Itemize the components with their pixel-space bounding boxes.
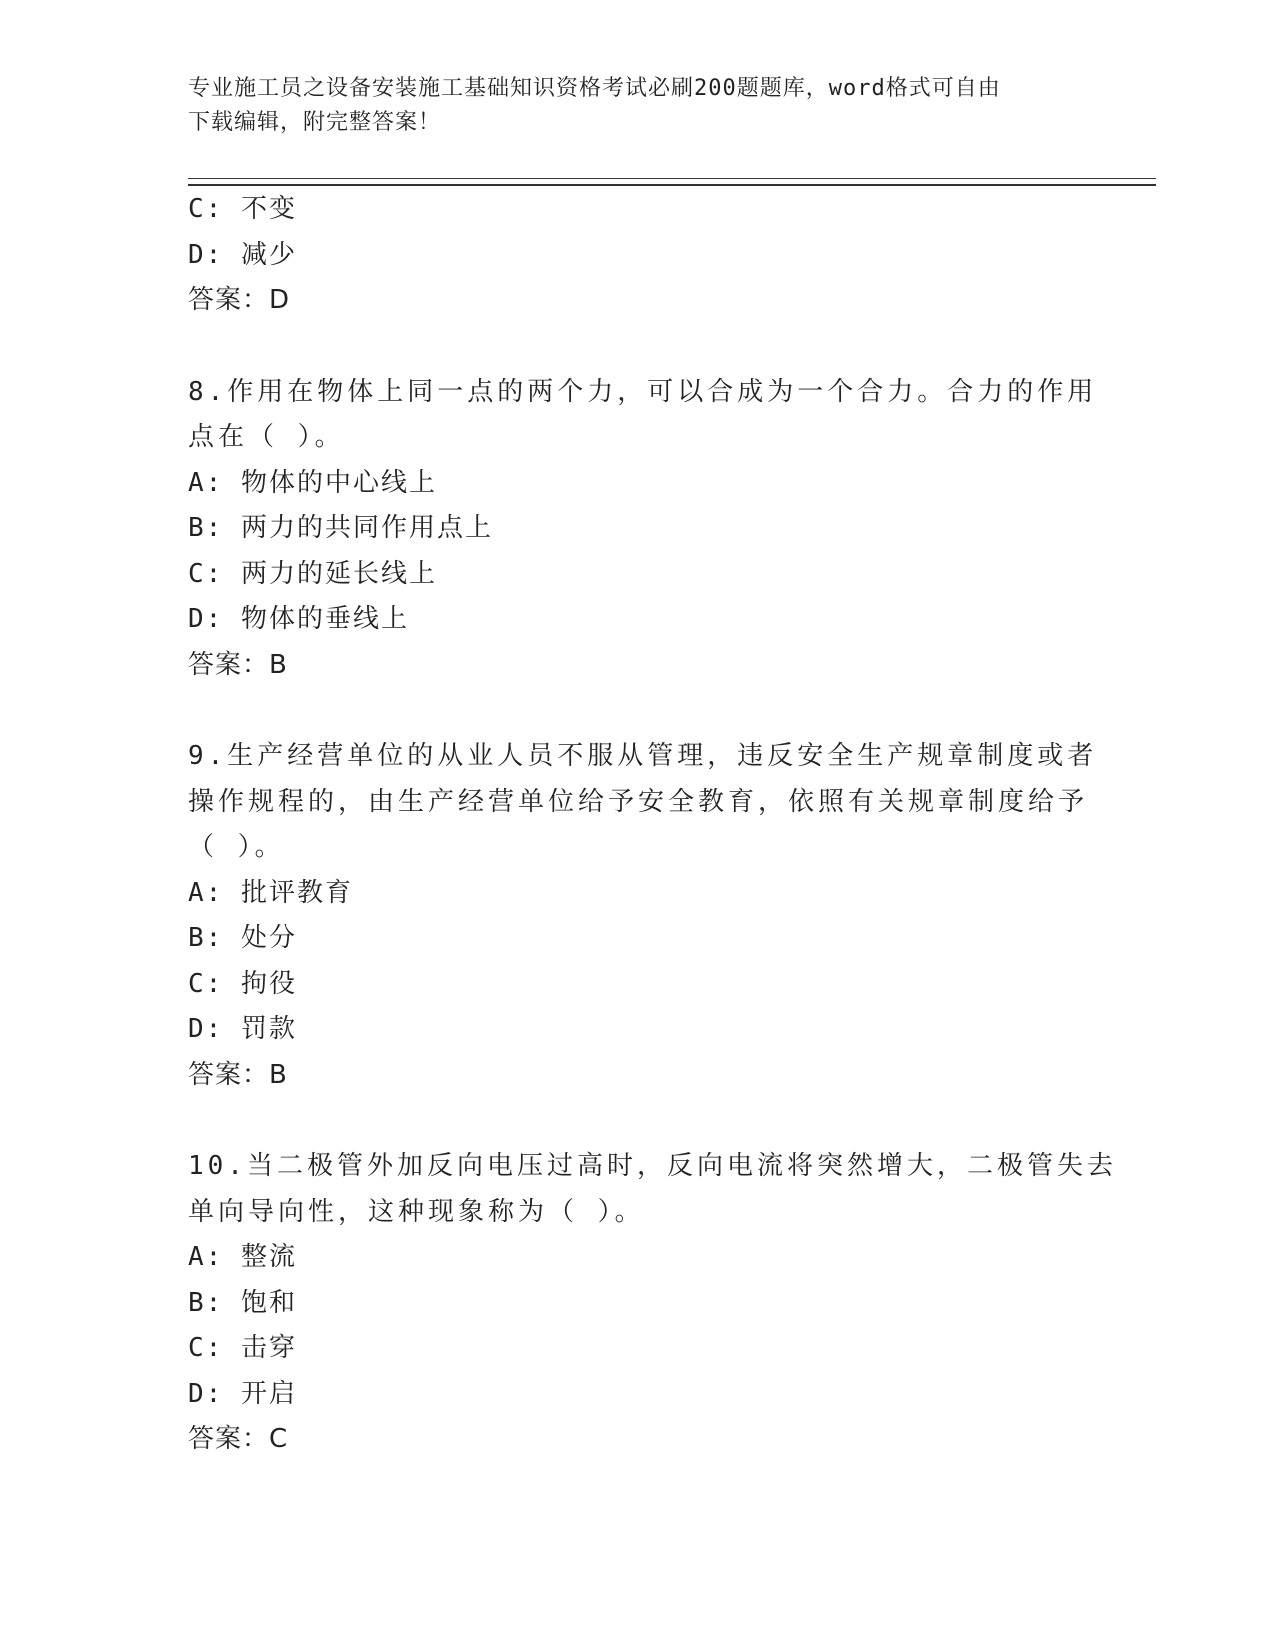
option-text: 批评教育 <box>240 877 353 908</box>
option-letter: D: <box>188 239 224 270</box>
option-d <box>188 1372 1088 1418</box>
document-header <box>188 72 1068 140</box>
stem-line: 10.当二极管外加反向电压过高时，反向电流将突然增大，二极管失去 <box>188 1151 1117 1181</box>
option-letter: C: <box>188 1333 224 1363</box>
option-text: 整流 <box>240 1242 297 1272</box>
option-c <box>188 552 1088 598</box>
option-a <box>188 871 1088 917</box>
option-text: 不变 <box>240 194 297 224</box>
option-letter: C: <box>188 558 224 589</box>
option-text: 减少 <box>240 239 297 270</box>
question-content <box>188 187 1117 1463</box>
stem-line: 单向导向性，这种现象称为（ ）。 <box>188 1196 645 1227</box>
option-text: 罚款 <box>240 1014 297 1044</box>
question-9 <box>188 734 1098 1098</box>
question-stem <box>188 1144 1117 1235</box>
header-title-line-1: 专业施工员之设备安装施工基础知识资格考试必刷200题题库，word格式可自由 <box>188 76 1001 101</box>
option-text: 拘役 <box>240 968 297 999</box>
stem-line: （ ）。 <box>188 832 285 862</box>
option-text: 饱和 <box>240 1287 297 1318</box>
option-letter: A: <box>188 877 224 908</box>
option-d <box>188 233 1088 279</box>
option-letter: D: <box>188 1014 224 1044</box>
header-divider <box>188 178 1156 186</box>
option-letter: C: <box>188 194 224 224</box>
option-d <box>188 1007 1088 1053</box>
option-d <box>188 597 1088 643</box>
stem-line: 8.作用在物体上同一点的两个力，可以合成为一个合力。合力的作用 <box>188 376 1098 407</box>
question-stem <box>188 370 1098 461</box>
option-letter: A: <box>188 467 224 498</box>
option-text: 开启 <box>240 1378 297 1409</box>
option-text: 两力的延长线上 <box>240 558 437 589</box>
option-letter: C: <box>188 968 224 999</box>
stem-line: 9.生产经营单位的从业人员不服从管理，违反安全生产规章制度或者 <box>188 741 1098 771</box>
option-b <box>188 1281 1088 1327</box>
option-letter: B: <box>188 1287 224 1318</box>
answer-line: 答案：C <box>188 1424 289 1454</box>
stem-line: 操作规程的，由生产经营单位给予安全教育，依照有关规章制度给予 <box>188 786 1089 817</box>
answer-line: 答案：B <box>188 649 288 680</box>
option-text: 处分 <box>240 923 297 953</box>
header-title-line-2: 下载编辑，附完整答案！ <box>188 110 442 135</box>
answer-line: 答案：B <box>188 1059 288 1090</box>
option-b <box>188 506 1088 552</box>
answer-line: 答案：D <box>188 285 291 315</box>
option-c <box>188 1326 1088 1372</box>
option-letter: B: <box>188 513 224 543</box>
question-stem <box>188 734 1098 871</box>
continued-question <box>188 187 1088 324</box>
option-text: 物体的中心线上 <box>240 467 437 498</box>
option-c <box>188 187 1088 233</box>
question-10 <box>188 1144 1117 1463</box>
option-c <box>188 962 1088 1008</box>
option-letter: D: <box>188 1378 224 1409</box>
option-text: 物体的垂线上 <box>240 604 409 634</box>
option-letter: B: <box>188 923 224 953</box>
option-text: 两力的共同作用点上 <box>240 513 493 543</box>
question-8 <box>188 370 1098 689</box>
option-a <box>188 1235 1088 1281</box>
option-letter: A: <box>188 1242 224 1272</box>
stem-line: 点在（ ）。 <box>188 422 345 452</box>
option-text: 击穿 <box>240 1333 297 1363</box>
option-b <box>188 916 1088 962</box>
option-a <box>188 461 1088 507</box>
option-letter: D: <box>188 604 224 634</box>
